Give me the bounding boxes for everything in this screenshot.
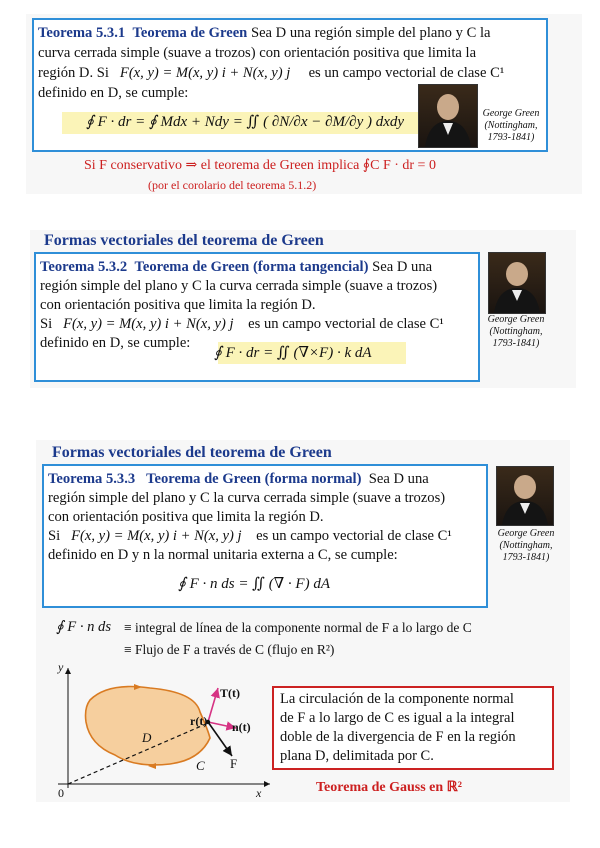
caption-years: 1793-1841) (492, 338, 540, 349)
portrait-caption-3 (490, 528, 562, 564)
caption-name: George Green (487, 314, 545, 325)
t533-line5: definido en D y n la normal unitaria externa a C, se cumple: (48, 547, 398, 563)
caption-years: 1793-1841) (487, 132, 535, 143)
label-x: x (256, 786, 262, 800)
portrait-caption-1 (476, 108, 546, 144)
caption-place: (Nottingham, (499, 540, 553, 551)
gauss-title: Teorema de Gauss en ℝ² (316, 780, 462, 795)
t533-name: Teorema de Green (forma normal) (146, 471, 362, 487)
caption-place: (Nottingham, (484, 120, 538, 131)
portrait-green-1 (418, 84, 478, 148)
t532-formula: ∮ F · dr = ∬ (∇×F) · k dA (214, 345, 372, 361)
t531-line2 (38, 44, 476, 63)
t533-text1: Sea D una (368, 471, 429, 487)
definition-1: ≡ integral de línea de la componente normal de F a lo largo de C (124, 620, 472, 635)
caption-name: George Green (497, 528, 555, 539)
caption-name: George Green (482, 108, 540, 119)
t531-formula: ∮ F · dr = ∮ Mdx + Ndy = ∬ ( ∂N/∂x − ∂M/∂y ) dxdy (86, 114, 405, 130)
t533-text4c: es un campo vectorial de clase C¹ (256, 528, 452, 544)
portrait-caption-2 (480, 314, 552, 350)
t533-formula: ∮ F · n ds = ∬ (∇ · F) dA (178, 576, 330, 592)
t532-text1: Sea D una (372, 259, 433, 275)
label-origin: 0 (58, 786, 64, 800)
t532-line2: región simple del plano y C la curva cerrada simple (suave a trozos) (40, 278, 438, 294)
label-t: T(t) (220, 686, 240, 700)
t532-label: Teorema 5.3.2 (40, 259, 128, 275)
caption-place: (Nottingham, (489, 326, 543, 337)
t531-field-def: F(x, y) = M(x, y) i + N(x, y) j (119, 65, 291, 81)
section-heading-2: Formas vectoriales del teorema de Green (44, 232, 324, 249)
t531-text1: Sea D una región simple del plano y C la (250, 25, 491, 41)
t532-name: Teorema de Green (forma tangencial) (134, 259, 369, 275)
t532-line3: con orientación positiva que limita la región D. (40, 297, 316, 313)
t531-note-ref: (por el corolario del teorema 5.1.2) (148, 178, 317, 192)
label-r: r(t) (190, 714, 208, 728)
t531-note: Si F conservativo ⇒ el teorema de Green implica ∮C F · dr = 0 (84, 158, 436, 173)
t531-line3 (38, 64, 504, 83)
definition-2: ≡ Flujo de F a través de C (flujo en R²) (124, 642, 335, 657)
portrait-green-3 (496, 466, 554, 526)
gauss-text-3: doble de la divergencia de F en la región (280, 729, 516, 745)
t533-line2: región simple del plano y C la curva cerrada simple (suave a trozos) (48, 490, 446, 506)
t531-name: Teorema de Green (132, 25, 248, 41)
t533-line1 (48, 470, 429, 489)
t531-label: Teorema 5.3.1 (38, 25, 126, 41)
gauss-text-4: plana D, delimitada por C. (280, 748, 434, 764)
t533-line4 (48, 527, 452, 546)
gauss-text-1: La circulación de la componente normal (280, 691, 514, 707)
portrait-green-2 (488, 252, 546, 314)
t531-text4: definido en D, se cumple: (38, 85, 189, 101)
flux-integral-symbol: ∮ F · n ds (56, 619, 112, 635)
t532-text4c: es un campo vectorial de clase C¹ (248, 316, 444, 332)
label-f: F (230, 756, 238, 771)
t532-line5: definido en D, se cumple: (40, 335, 191, 351)
vector-t (208, 688, 218, 722)
label-d: D (142, 730, 152, 745)
t531-line4 (38, 84, 188, 103)
t531-text3c: es un campo vectorial de clase C¹ (308, 65, 505, 81)
t533-label: Teorema 5.3.3 (48, 471, 136, 487)
t533-line3: con orientación positiva que limita la región D. (48, 509, 324, 525)
t531-text3a: región D. Si (38, 65, 109, 81)
label-y: y (58, 660, 64, 674)
caption-years: 1793-1841) (502, 552, 550, 563)
portrait-silhouette-1 (419, 85, 477, 147)
t531-line1 (38, 24, 490, 43)
t532-line1 (40, 258, 432, 277)
t532-text4a: Si (40, 316, 53, 332)
t532-field-def: F(x, y) = M(x, y) i + N(x, y) j (63, 316, 234, 332)
label-c: C (196, 758, 205, 773)
t531-text2: curva cerrada simple (suave a trozos) con orientación positiva que limita la (38, 45, 477, 61)
t533-text4a: Si (48, 528, 61, 544)
portrait-silhouette-2 (489, 253, 545, 313)
t532-line4 (40, 315, 444, 334)
t533-field-def: F(x, y) = M(x, y) i + N(x, y) j (71, 528, 242, 544)
section-heading-3: Formas vectoriales del teorema de Green (52, 444, 332, 461)
gauss-text-2: de F a lo largo de C es igual a la integral (280, 710, 515, 726)
label-n: n(t) (232, 720, 251, 734)
portrait-silhouette-3 (497, 467, 553, 525)
